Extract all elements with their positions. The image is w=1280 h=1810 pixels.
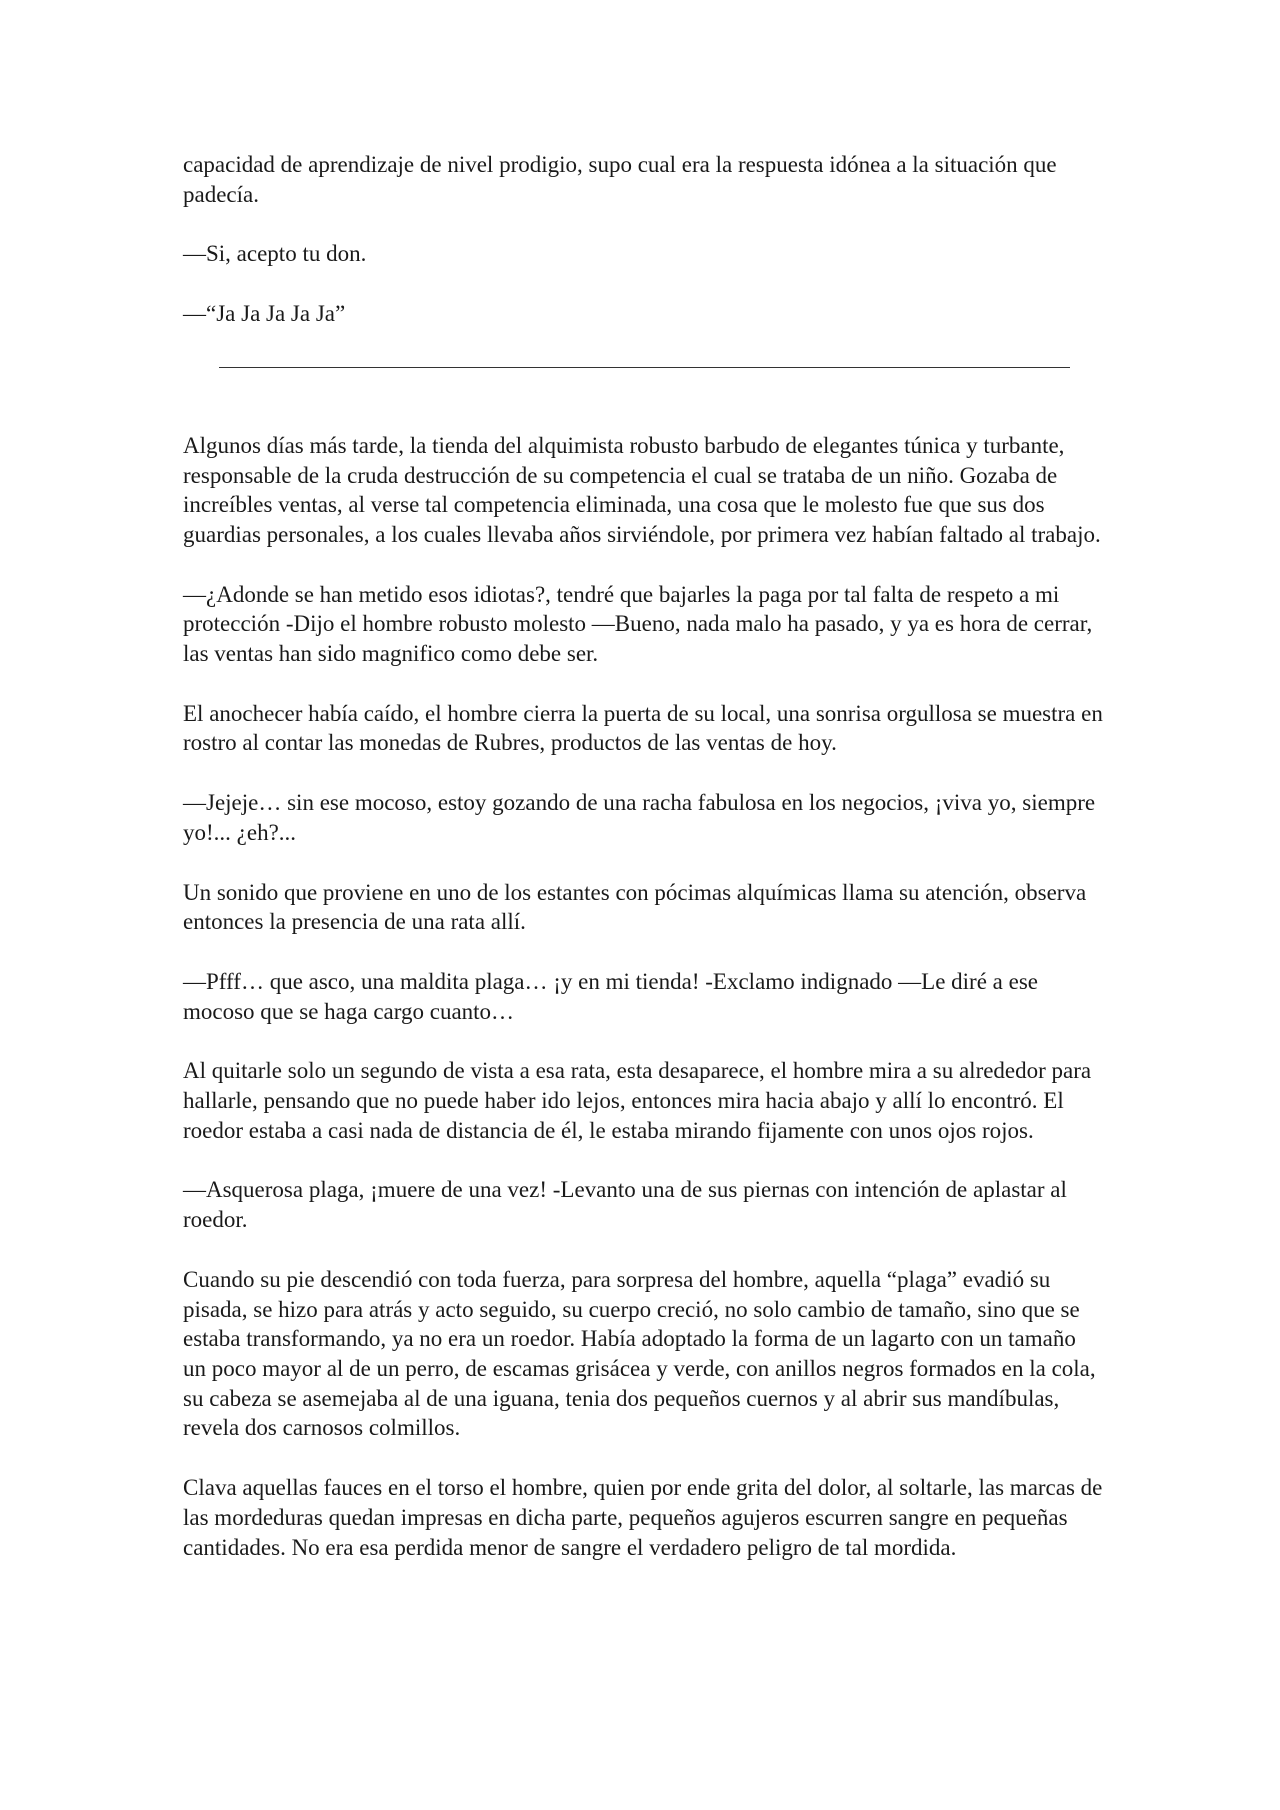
paragraph: Algunos días más tarde, la tienda del alquimista robusto barbudo de elegantes túnica y turbante, responsable de la cruda destrucción de su competencia el cual se trataba de un niño. Gozaba de increíbles ventas, al verse tal competencia eliminada, una cosa que le molesto fue que sus dos guardias personales, a los cuales llevaba años sirviéndole, por primera vez habían faltado al trabajo. bbox=[183, 432, 1101, 547]
section-divider bbox=[183, 329, 1103, 399]
paragraph: Al quitarle solo un segundo de vista a esa rata, esta desaparece, el hombre mira a su alrededor para hallarle, pensando que no puede haber ido lejos, entonces mira hacia abajo y allí lo encontró. El roedor estaba a casi nada de distancia de él, le estaba mirando fijamente con unos ojos rojos. bbox=[183, 1058, 1092, 1143]
paragraph: —Pfff… que asco, una maldita plaga… ¡y en mi tienda! -Exclamo indignado —Le diré a ese mocoso que se haga cargo cuanto… bbox=[183, 968, 1038, 1024]
document-page bbox=[183, 150, 1103, 1592]
horizontal-rule bbox=[219, 367, 1070, 368]
paragraph: —“Ja Ja Ja Ja Ja” bbox=[183, 301, 346, 327]
paragraph: Clava aquellas fauces en el torso el hombre, quien por ende grita del dolor, al soltarle, las marcas de las mordeduras quedan impresas en dicha parte, pequeños agujeros escurren sangre en pequeñas cantidades. No era esa perdida menor de sangre el verdadero peligro de tal mordida. bbox=[183, 1475, 1103, 1560]
paragraph: —Si, acepto tu don. bbox=[183, 241, 367, 267]
paragraph: —¿Adonde se han metido esos idiotas?, tendré que bajarles la paga por tal falta de respeto a mi protección -Dijo el hombre robusto molesto —Bueno, nada malo ha pasado, y ya es hora de cerrar, las ventas han sido magnifico como debe ser. bbox=[183, 581, 1093, 667]
paragraph: Cuando su pie descendió con toda fuerza, para sorpresa del hombre, aquella “plaga” evadió su pisada, se hizo para atrás y acto seguido, su cuerpo creció, no solo cambio de tamaño, sino que se estaba transformando, ya no era un roedor. Había adoptado la forma de un lagarto con un tamaño un poco mayor al de un perro, de escamas grisácea y verde, con anillos negros formados en la cola, su cabeza se asemejaba al de una iguana, tenia dos pequeños cuernos y al abrir sus mandíbulas, revela dos carnosos colmillos. bbox=[183, 1266, 1096, 1441]
paragraph: capacidad de aprendizaje de nivel prodigio, supo cual era la respuesta idónea a la situación que padecía. bbox=[183, 152, 1057, 207]
paragraph: —Asquerosa plaga, ¡muere de una vez! -Levanto una de sus piernas con intención de aplastar al roedor. bbox=[183, 1177, 1067, 1233]
paragraph: —Jejeje… sin ese mocoso, estoy gozando de una racha fabulosa en los negocios, ¡viva yo, siempre yo!... ¿eh?... bbox=[183, 790, 1096, 845]
paragraph: El anochecer había caído, el hombre cierra la puerta de su local, una sonrisa orgullosa se muestra en rostro al contar las monedas de Rubres, productos de las ventas de hoy. bbox=[183, 700, 1103, 756]
paragraph: Un sonido que proviene en uno de los estantes con pócimas alquímicas llama su atención, observa entonces la presencia de una rata allí. bbox=[183, 879, 1087, 935]
